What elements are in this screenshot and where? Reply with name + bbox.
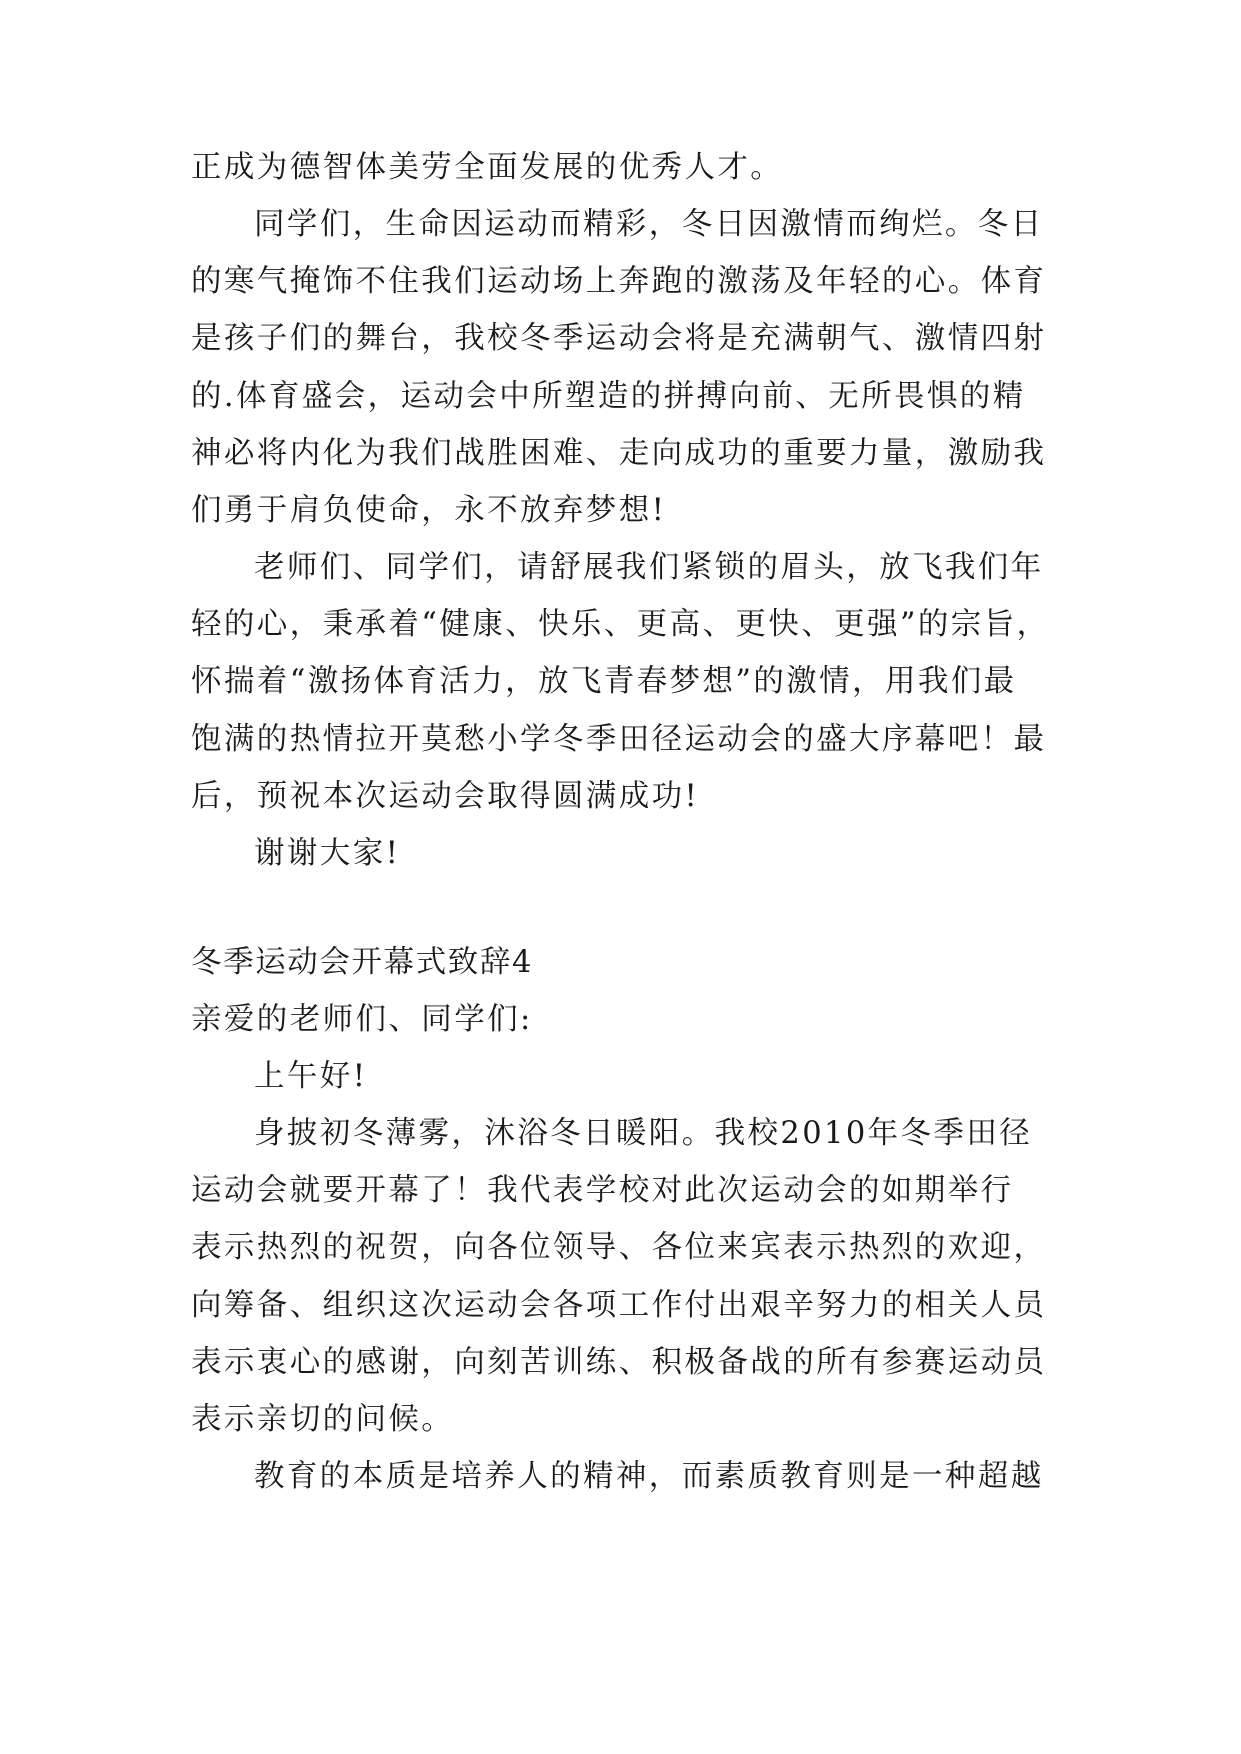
text-line: 教育的本质是培养人的精神，而素质教育则是一种超越 (254, 1459, 1044, 1494)
text-line: 表示衷心的感谢，向刻苦训练、积极备战的所有参赛运动员 (191, 1345, 1047, 1380)
section-heading: 冬季运动会开幕式致辞4 (191, 945, 534, 980)
text-line: 后，预祝本次运动会取得圆满成功! (191, 779, 700, 814)
text-line: 运动会就要开幕了！我代表学校对此次运动会的如期举行 (191, 1173, 1014, 1208)
greeting: 上午好! (254, 1059, 368, 1094)
text-line: 同学们，生命因运动而精彩，冬日因激情而绚烂。冬日 (254, 207, 1044, 242)
text-line: 的寒气掩饰不住我们运动场上奔跑的激荡及年轻的心。体育 (191, 264, 1047, 299)
text-line: 怀揣着“激扬体育活力，放飞青春梦想”的激情，用我们最 (191, 664, 1017, 699)
text-line: 饱满的热情拉开莫愁小学冬季田径运动会的盛大序幕吧！最 (191, 722, 1047, 757)
text-line: 的.体育盛会，运动会中所塑造的拼搏向前、无所畏惧的精 (191, 379, 1026, 414)
text-line: 们勇于肩负使命，永不放弃梦想! (191, 493, 667, 528)
text-line: 谢谢大家! (254, 836, 401, 871)
text-line: 轻的心，秉承着“健康、快乐、更高、更快、更强”的宗旨， (191, 607, 1050, 642)
text-line: 是孩子们的舞台，我校冬季运动会将是充满朝气、激情四射 (191, 321, 1047, 356)
text-line: 神必将内化为我们战胜困难、走向成功的重要力量，激励我 (191, 436, 1047, 471)
text-line: 表示亲切的问候。 (191, 1402, 455, 1437)
text-line: 老师们、同学们，请舒展我们紧锁的眉头，放飞我们年 (254, 550, 1044, 585)
text-line: 表示热烈的祝贺，向各位领导、各位来宾表示热烈的欢迎， (191, 1230, 1047, 1265)
salutation: 亲爱的老师们、同学们: (191, 1002, 533, 1037)
text-line: 向筹备、组织这次运动会各项工作付出艰辛努力的相关人员 (191, 1288, 1047, 1323)
text-line: 正成为德智体美劳全面发展的优秀人才。 (191, 150, 784, 185)
text-line: 身披初冬薄雾，沐浴冬日暖阳。我校2010年冬季田径 (254, 1116, 1033, 1151)
